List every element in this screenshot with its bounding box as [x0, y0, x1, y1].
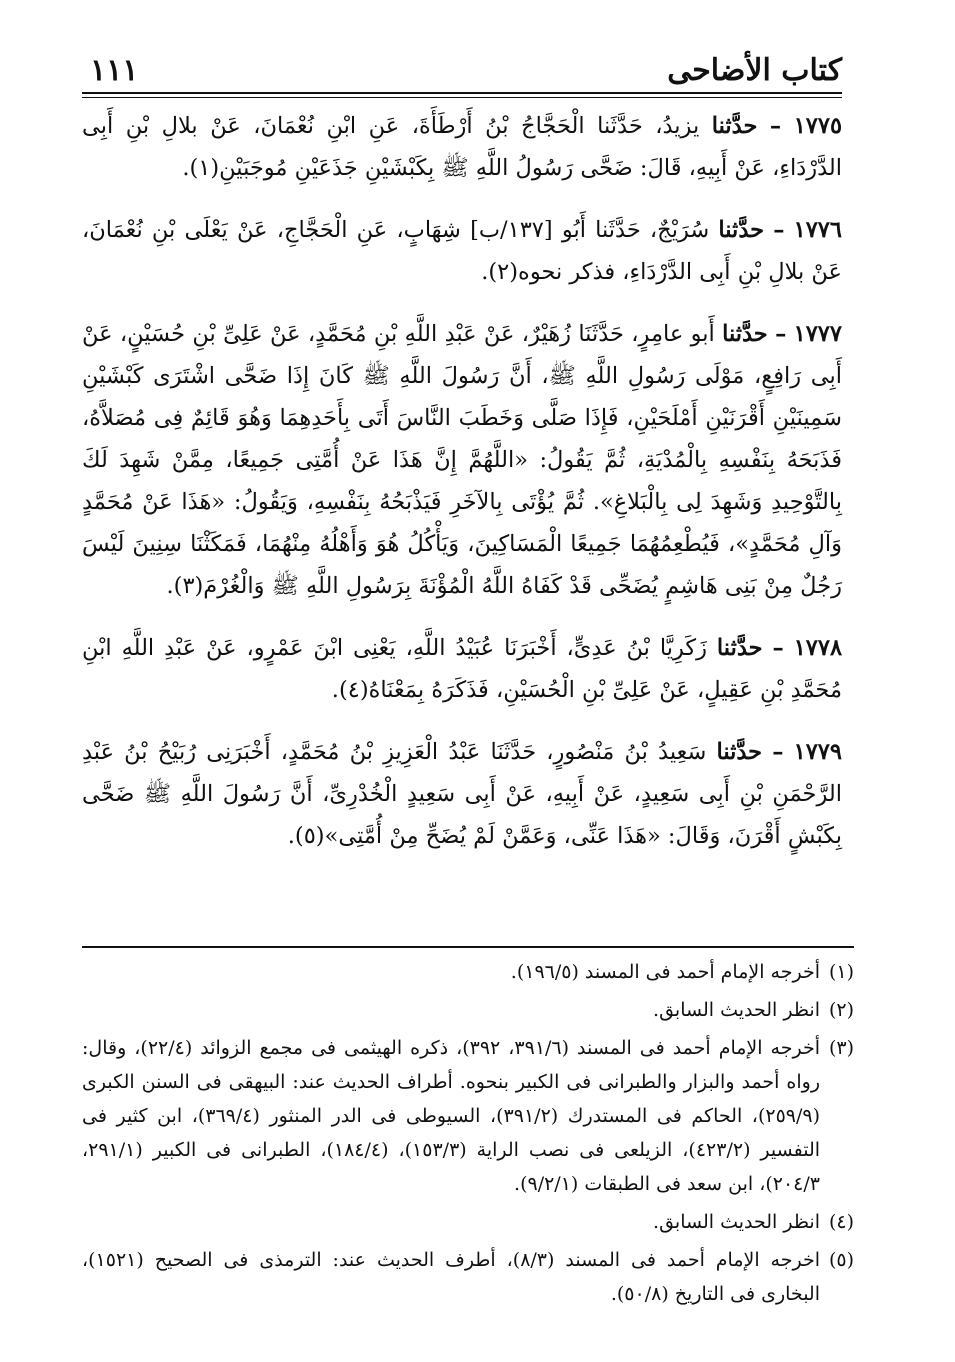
hadith-lead-word: حدَّثنا [716, 739, 763, 765]
hadith-number: ١٧٧٥ [793, 113, 843, 139]
footnote-mark: (٣) [828, 1037, 854, 1059]
hadith-text: أَبو عامِرٍ، حَدَّثَنَا زُهَيْرٌ، عَنْ عَبْدِ اللَّهِ بْنِ مُحَمَّدٍ، عَنْ عَلِىِّ بْنِ حُسَيْنٍ، عَنْ أَبِى رَافِعٍ، مَوْلَى رَسُولِ اللَّهِ ﷺ، أَنَّ رَسُولَ اللَّهِ ﷺ كَانَ إِذَا ضَحَّى اشْتَرَى كَبْشَيْنِ سَمِينَيْنِ أَقْرَنَيْنِ أَمْلَحَيْنِ، فَإِذَا صَلَّى وَخَطَبَ النَّاسَ أَتَى بِأَحَدِهِمَا وَهُوَ قَائِمٌ فِى مُصَلاَّهُ، فَذَبَحَهُ بِنَفْسِهِ بِالْمُدْيَةِ، ثُمَّ يَقُولُ: «اللَّهُمَّ إِنَّ هَذَا عَنْ أُمَّتِى جَمِيعًا، مِمَّنْ شَهِدَ لَكَ بِالتَّوْحِيدِ وَشَهِدَ لِى بِالْبَلاغِ». ثُمَّ يُؤْتَى بِالآخَرِ فَيَذْبَحُهُ بِنَفْسِهِ، وَيَقُولُ: «هَذَا عَنْ مُحَمَّدٍ وَآلِ مُحَمَّدٍ»، فَيُطْعِمُهُمَا جَمِيعًا الْمَسَاكِينَ، وَيَأْكُلُ هُوَ وَأَهْلُهُ مِنْهُمَا، فَمَكَثْنَا سِنِينَ لَيْسَ رَجُلٌ مِنْ بَنِى هَاشِمٍ يُضَحِّى قَدْ كَفَاهُ اللَّهُ الْمُؤْنَةَ بِرَسُولِ اللَّهِ ﷺ وَالْغُرْمَ(٣). [82, 321, 842, 599]
footnote-mark: (٤) [828, 1211, 854, 1233]
footnote-3 [82, 1031, 854, 1201]
header-rule-thin [82, 97, 842, 98]
hadith-text-block [82, 105, 842, 877]
footnote-text: أخرجه الإمام أحمد فى المسند (١٩٦/٥). [510, 961, 820, 983]
hadith-text: سُرَيْجٌ، حَدَّثَنا أَبُو [١٣٧/ب] شِهَابٍ، عَنِ الْحَجَّاجِ، عَنْ يَعْلَى بْنِ نُعْمَانَ، عَنْ بلالِ بْنِ أَبِى الدَّرْدَاءِ، فذكر نحوه(٢). [82, 217, 842, 285]
footnotes [82, 955, 854, 1315]
hadith-dash: – [769, 113, 782, 139]
hadith-text: يزيدُ، حَدَّثَنا الْحَجَّاجُ بْنُ أَرْطَأَةَ، عَنِ ابْنِ نُعْمَانَ، عَنْ بلالِ بْنِ أَبِى الدَّرْدَاءِ، عَنْ أَبِيهِ، قَالَ: ضَحَّى رَسُولُ اللَّهِ ﷺ بِكَبْشَيْنِ جَذَعَيْنِ مُوجَبَيْنِ(١). [82, 113, 842, 181]
hadith-number: ١٧٧٦ [793, 217, 842, 243]
footnote-5 [82, 1243, 854, 1311]
footnote-mark: (٢) [828, 999, 854, 1021]
page-number: ١١١ [90, 53, 139, 88]
hadith-lead-word: حدَّثنا [716, 635, 763, 661]
hadith-lead-word: حدَّثنا [722, 321, 768, 347]
hadith-1776 [82, 209, 842, 293]
hadith-1778 [82, 627, 842, 711]
footnote-text: انظر الحديث السابق. [653, 1211, 820, 1233]
footnote-4 [82, 1205, 854, 1239]
running-title: كتاب الأضاحى [667, 53, 842, 88]
hadith-1777 [82, 313, 842, 607]
hadith-dash: – [773, 217, 785, 243]
hadith-dash: – [772, 739, 784, 765]
hadith-number: ١٧٧٧ [793, 321, 842, 347]
footnote-2 [82, 993, 854, 1027]
footnote-text: أخرجه الإمام أحمد فى المسند (٣٩١/٦، ٣٩٢)، ذكره الهيثمى فى مجمع الزوائد (٢٢/٤)، وقال: رواه أحمد والبزار والطبرانى فى الكبير بنحوه. أطراف الحديث عند: البيهقى فى السنن الكبرى (٢٥٩/٩)، الحاكم فى المستدرك (٣٩١/٢)، السيوطى فى الدر المنثور (٣٦٩/٤)، ابن كثير فى التفسير (٤٢٣/٢)، الزيلعى فى نصب الراية (١٥٣/٣)، (١٨٤/٤)، الطبرانى فى الكبير (٢٩١/١، ٢٠٤/٣)، ابن سعد فى الطبقات (٩/٢/١). [82, 1037, 821, 1195]
page-header [82, 50, 842, 92]
hadith-dash: – [772, 635, 784, 661]
hadith-lead-word: حدَّثنا [711, 113, 758, 139]
hadith-text: سَعِيدُ بْنُ مَنْصُورٍ، حَدَّثَنَا عَبْدُ الْعَزِيزِ بْنُ مُحَمَّدٍ، أَخْبَرَنِى رُبَيْحُ بْنُ عَبْدِ الرَّحْمَنِ بْنِ أَبِى سَعِيدٍ، عَنْ أَبِيهِ، عَنْ أَبِى سَعِيدٍ الْخُدْرِىِّ، أَنَّ رَسُولَ اللَّهِ ﷺ ضَحَّى بِكَبْشٍ أَقْرَنَ، وَقَالَ: «هَذَا عَنِّى، وَعَمَّنْ لَمْ يُضَحِّ مِنْ أُمَّتِى»(٥). [82, 739, 842, 849]
footnote-1 [82, 955, 854, 989]
hadith-number: ١٧٧٨ [793, 635, 843, 661]
footnote-divider [82, 946, 854, 948]
hadith-1779 [82, 731, 842, 857]
hadith-text: زَكَرِيَّا بْنُ عَدِىٍّ، أَخْبَرَنَا عُبَيْدُ اللَّهِ، يَعْنِى ابْنَ عَمْرٍو، عَنْ عَبْدِ اللَّهِ ابْنِ مُحَمَّدِ بْنِ عَقِيلٍ، عَنْ عَلِىِّ بْنِ الْحُسَيْنِ، فَذَكَرَهُ بِمَعْنَاهُ(٤). [82, 635, 842, 703]
hadith-lead-word: حدَّثنا [718, 217, 765, 243]
hadith-number: ١٧٧٩ [793, 739, 842, 765]
footnote-text: انظر الحديث السابق. [653, 999, 820, 1021]
footnote-text: اخرجه الإمام أحمد فى المسند (٨/٣)، أطرف الحديث عند: الترمذى فى الصحيح (١٥٢١)، البخارى فى التاريخ (٥٠/٨). [82, 1249, 820, 1305]
footnote-mark: (١) [828, 961, 854, 983]
hadith-1775 [82, 105, 842, 189]
footnote-mark: (٥) [828, 1249, 854, 1271]
hadith-dash: – [775, 321, 787, 347]
header-rule [82, 92, 842, 94]
